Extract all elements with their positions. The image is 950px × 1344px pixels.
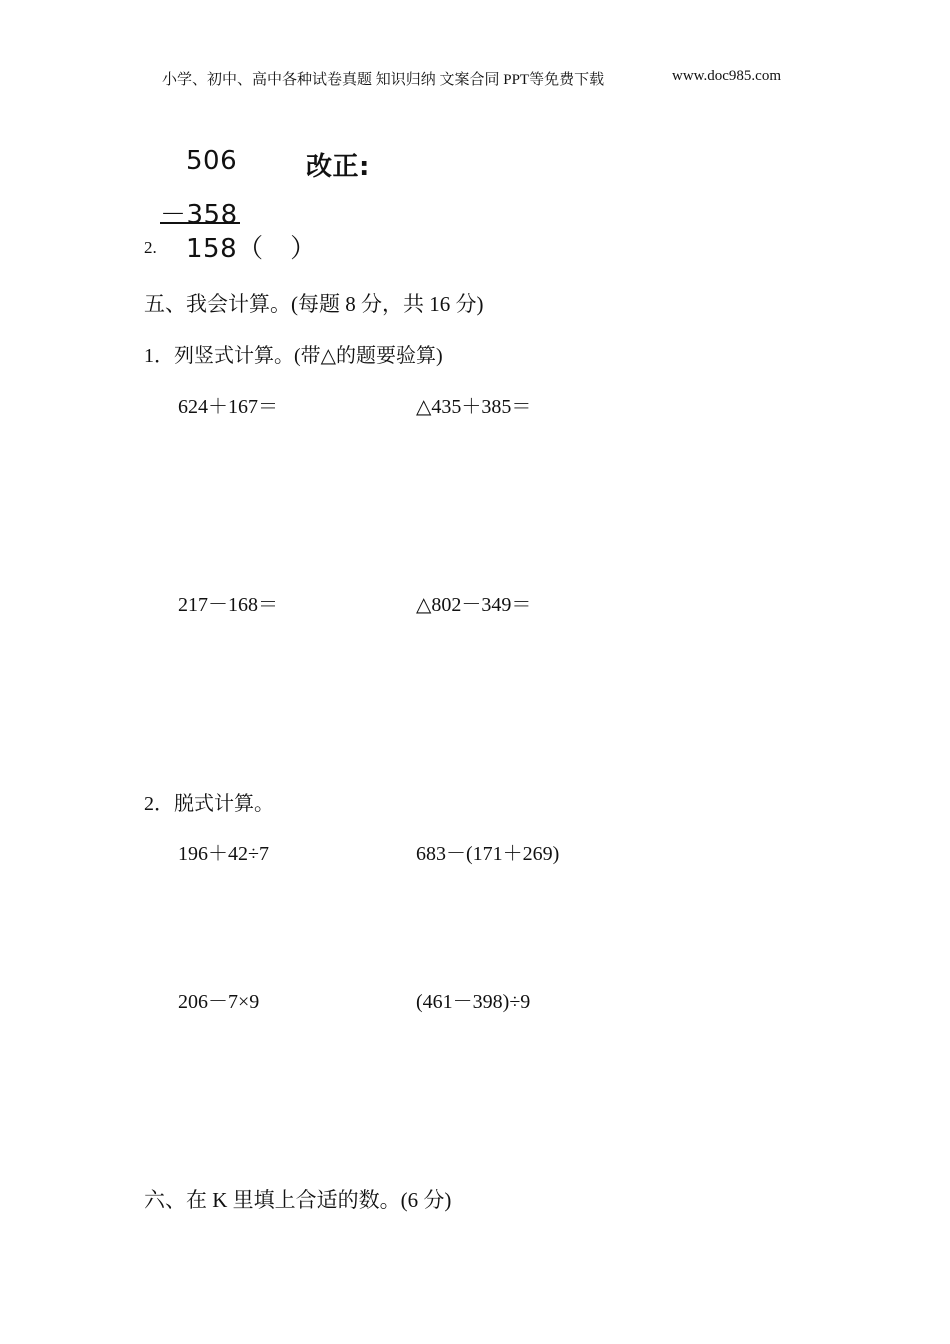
header-website: www.doc985.com (672, 68, 782, 84)
header-left-text: 小学、初中、高中各种试卷真题 知识归纳 文案合同 PPT等免费下载 (162, 72, 605, 88)
section-5-heading: 五、我会计算。(每题 8 分，共 16 分) (144, 292, 484, 316)
step-calc-3: 206－7×9 (178, 991, 260, 1013)
step-calc-2: 683－(171＋269) (416, 843, 560, 865)
question-1-label: 1．列竖式计算。(带△的题要验算) (144, 345, 443, 367)
minuend: 506 (186, 146, 238, 176)
difference-with-blank: 158（ ） (186, 234, 317, 264)
correction-label: 改正: (306, 152, 370, 182)
step-calc-1: 196＋42÷7 (178, 843, 269, 865)
vertical-calc-2: △435＋385＝ (416, 396, 532, 418)
vertical-calc-1: 624＋167＝ (178, 396, 278, 418)
vertical-calc-3: 217－168＝ (178, 594, 278, 616)
item-number: 2. (144, 238, 157, 257)
question-2-label: 2．脱式计算。 (144, 793, 274, 815)
subtrahend: －358 (160, 200, 238, 230)
subtraction-line (160, 222, 240, 224)
step-calc-4: (461－398)÷9 (416, 991, 531, 1013)
section-6-heading: 六、在 K 里填上合适的数。(6 分) (144, 1188, 452, 1212)
vertical-calc-4: △802－349＝ (416, 594, 532, 616)
